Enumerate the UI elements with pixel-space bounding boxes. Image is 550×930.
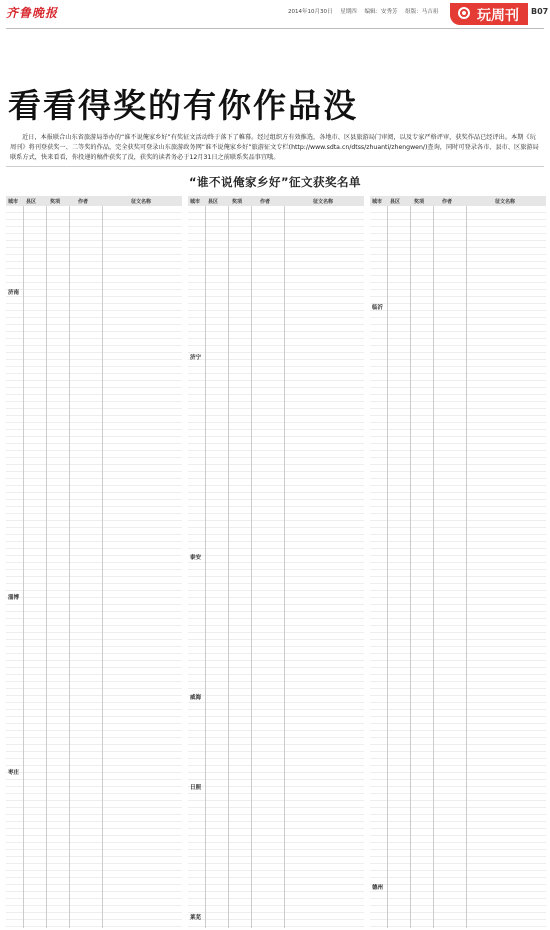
header-author: 作者 <box>78 199 89 205</box>
header-title: 征文名称 <box>495 199 516 205</box>
city-label: 淄博 <box>8 595 20 601</box>
issue-weekday: 星期四 <box>340 9 357 15</box>
winners-column <box>188 196 364 928</box>
header-city: 城市 <box>8 199 19 205</box>
header-title: 征文名称 <box>131 199 152 205</box>
column-rule <box>69 206 70 928</box>
column-rule <box>251 206 252 928</box>
intro-paragraph: 近日，本报联合山东省旅游局举办的“谁不说俺家乡好”有奖征文活动终于落下了帷幕。经过组织方有效推选，各地市、区县旅游局门审阅，以及专家严格评审，获奖作品已经评出。本期《玩周刊》将刊登获奖一、二等奖的作品，完全获奖可登录山东旅游政务网“谁不说俺家乡好”旅游征文专栏(http://www.sdta.cn/dtss/zhuanti/zhengwen/)查询，同时可登录各市、县市、区旅游局联系方式，快来看看，你投递的稿件获奖了没，获奖的读者务必于12月31日之前联系奖品事宜哦。 <box>10 134 539 161</box>
city-label: 德州 <box>372 885 384 891</box>
column-header <box>188 196 364 206</box>
page-number: B07 <box>531 7 549 16</box>
header-city: 城市 <box>372 199 383 205</box>
column-rule <box>433 206 434 928</box>
city-label: 济宁 <box>190 355 202 361</box>
section-label: 玩周刊 <box>477 8 519 24</box>
editor-credit: 编辑：安秀芳 <box>364 9 398 15</box>
header-title: 征文名称 <box>313 199 334 205</box>
header-district: 县区 <box>208 199 219 205</box>
column-rule <box>205 206 206 928</box>
winners-list-title: “谁不说俺家乡好”征文获奖名单 <box>188 175 362 189</box>
winners-table <box>6 196 546 928</box>
header-award: 奖项 <box>50 199 61 205</box>
winners-column <box>6 196 182 928</box>
column-body <box>6 206 182 928</box>
header-district: 县区 <box>26 199 37 205</box>
column-header <box>6 196 182 206</box>
column-rule <box>228 206 229 928</box>
column-rule <box>387 206 388 928</box>
dateline <box>288 7 444 15</box>
city-label: 莱芜 <box>190 915 202 921</box>
header-author: 作者 <box>260 199 271 205</box>
header-author: 作者 <box>442 199 453 205</box>
header-city: 城市 <box>190 199 201 205</box>
column-body <box>188 206 364 928</box>
column-rule <box>284 206 285 928</box>
designer-credit: 组版：马吉祖 <box>405 9 439 15</box>
column-rule <box>102 206 103 928</box>
target-icon <box>458 7 470 19</box>
section-tab <box>450 3 528 25</box>
issue-date: 2014年10月30日 <box>288 9 333 15</box>
column-rule <box>23 206 24 928</box>
header-award: 奖项 <box>414 199 425 205</box>
intro-divider <box>6 166 544 167</box>
header-district: 县区 <box>390 199 401 205</box>
city-label: 临沂 <box>372 305 384 311</box>
page-headline: 看看得奖的有你作品没 <box>8 86 358 125</box>
column-rule <box>466 206 467 928</box>
city-label: 日照 <box>190 785 202 791</box>
column-rule <box>46 206 47 928</box>
city-label: 枣庄 <box>8 770 20 776</box>
winners-column <box>370 196 546 928</box>
city-label: 济南 <box>8 290 20 296</box>
header-award: 奖项 <box>232 199 243 205</box>
newspaper-logo: 齐鲁晚报 <box>6 6 59 20</box>
column-body <box>370 206 546 928</box>
column-header <box>370 196 546 206</box>
city-label: 威海 <box>190 695 202 701</box>
masthead <box>0 0 550 28</box>
city-label: 泰安 <box>190 555 202 561</box>
column-rule <box>410 206 411 928</box>
header-divider <box>6 28 544 29</box>
